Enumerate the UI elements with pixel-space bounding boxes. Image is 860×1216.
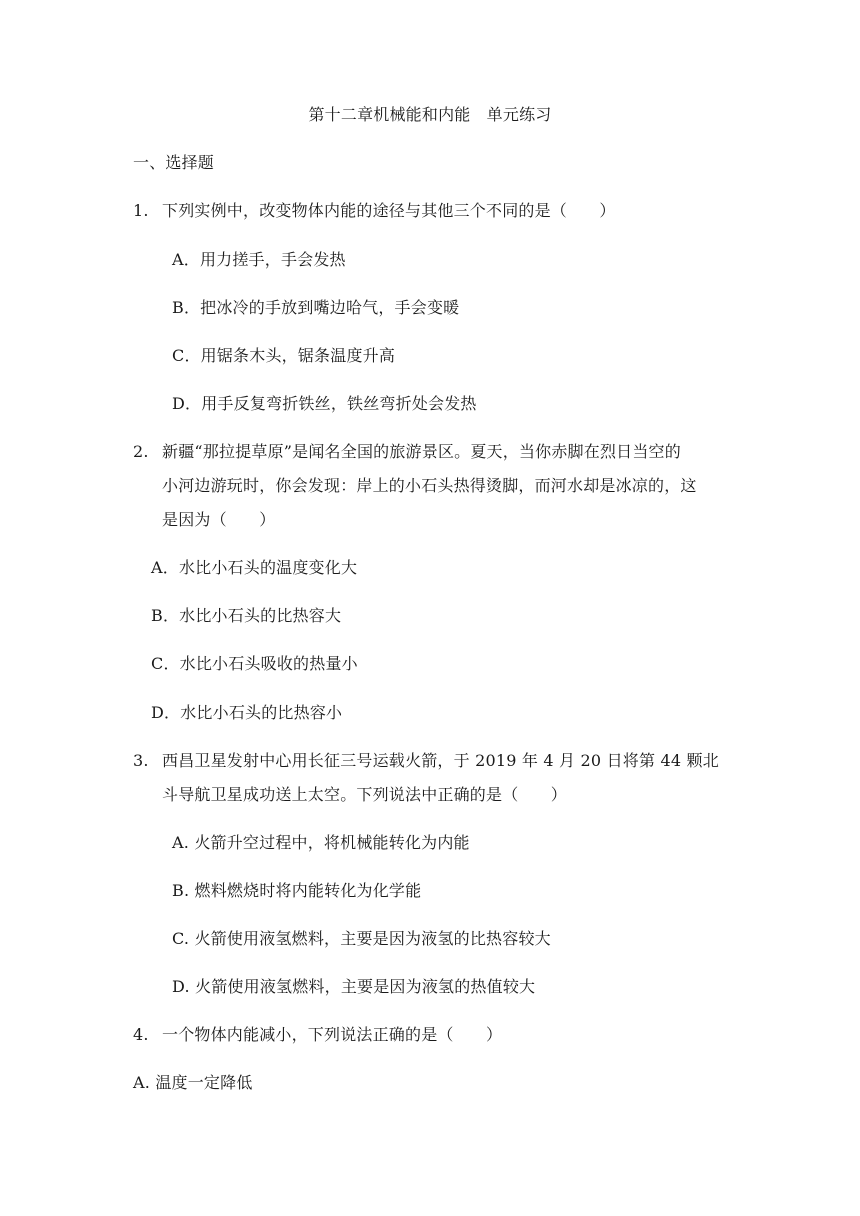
question-1-option-c: C．用锯条木头，锯条温度升高 [172, 346, 396, 365]
question-1-option-a: A．用力搓手，手会发热 [172, 250, 346, 269]
question-2-option-b: B．水比小石头的比热容大 [151, 606, 342, 625]
question-2-option-a: A．水比小石头的温度变化大 [151, 558, 358, 577]
question-3-text-line-2: 斗导航卫星成功送上太空。下列说法中正确的是（ ） [162, 785, 568, 804]
question-3-text-line-1: 西昌卫星发射中心用长征三号运载火箭，于 2019 年 4 月 20 日将第 44 颗北 [162, 751, 719, 770]
question-1-option-b: B．把冰冷的手放到嘴边哈气，手会变暖 [172, 298, 460, 317]
page-title: 第十二章机械能和内能 单元练习 [308, 105, 552, 124]
question-1-text: 下列实例中，改变物体内能的途径与其他三个不同的是（ ） [162, 201, 616, 220]
question-2-number: 2. [133, 442, 149, 461]
question-4-option-a: A. 温度一定降低 [133, 1073, 253, 1092]
question-3-option-d: D. 火箭使用液氢燃料，主要是因为液氢的热值较大 [172, 977, 536, 996]
question-2-text-line-3: 是因为（ ） [162, 510, 276, 529]
question-3-option-c: C. 火箭使用液氢燃料，主要是因为液氢的比热容较大 [172, 929, 551, 948]
question-2-option-c: C．水比小石头吸收的热量小 [151, 654, 358, 673]
question-2-text-line-2: 小河边游玩时，你会发现：岸上的小石头热得烫脚，而河水却是冰凉的，这 [162, 476, 697, 495]
question-1-number: 1. [133, 201, 149, 220]
question-3-option-b: B. 燃料燃烧时将内能转化为化学能 [172, 881, 422, 900]
question-1-option-d: D．用手反复弯折铁丝，铁丝弯折处会发热 [172, 394, 477, 413]
question-2-text-line-1: 新疆“那拉提草原”是闻名全国的旅游景区。夏天，当你赤脚在烈日当空的 [162, 442, 681, 461]
question-4-number: 4. [133, 1025, 149, 1044]
section-heading: 一、选择题 [133, 153, 215, 172]
question-2-option-d: D．水比小石头的比热容小 [151, 703, 343, 722]
question-4-text: 一个物体内能减小，下列说法正确的是（ ） [162, 1025, 503, 1044]
question-3-option-a: A. 火箭升空过程中，将机械能转化为内能 [172, 833, 470, 852]
question-3-number: 3. [133, 751, 149, 770]
